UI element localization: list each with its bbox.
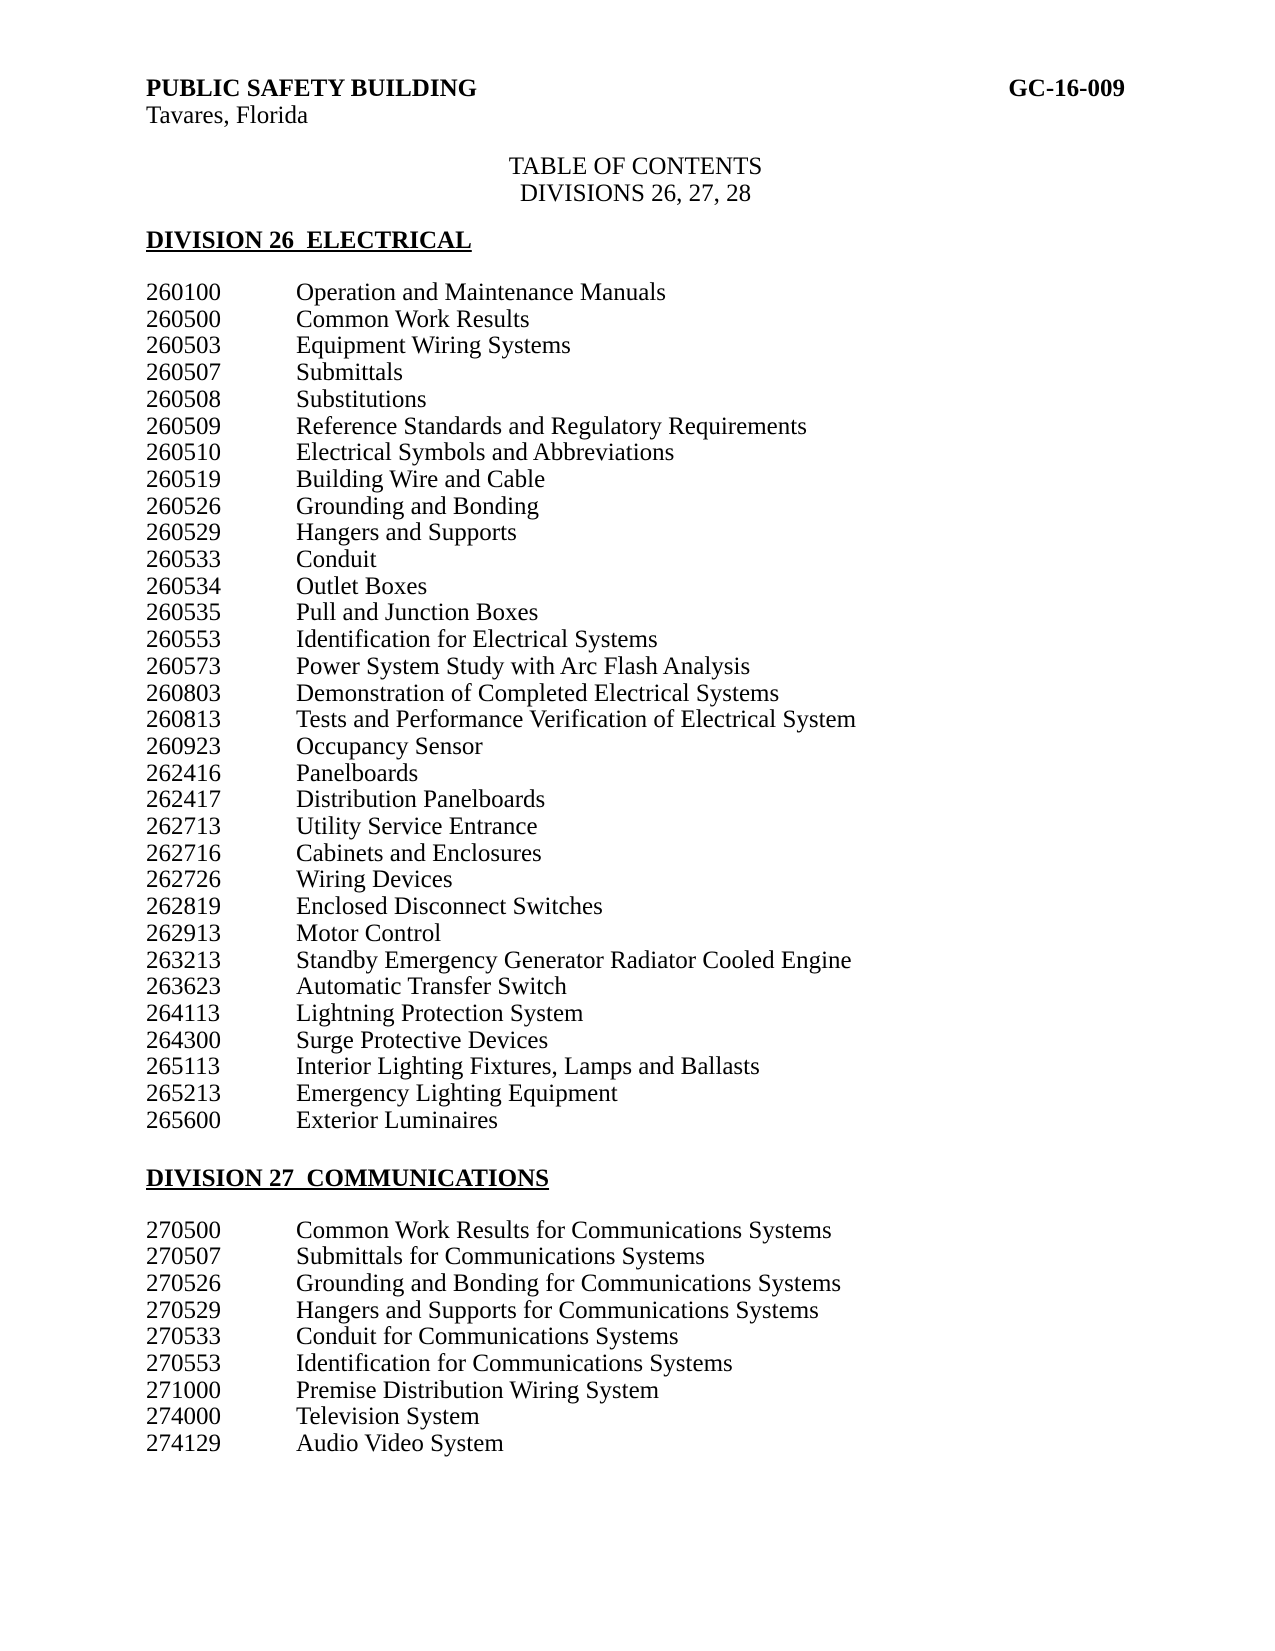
toc-entry-row (146, 761, 1125, 788)
entry-title: Wiring Devices (296, 866, 453, 894)
toc-head (146, 153, 1125, 207)
toc-entry-row (146, 1244, 1125, 1271)
entry-title: Demonstration of Completed Electrical Systems (296, 679, 780, 707)
toc-entry-row (146, 494, 1125, 521)
entry-number: 260813 (146, 706, 221, 734)
toc-divisions: DIVISIONS 26, 27, 28 (519, 180, 752, 207)
entry-number: 260509 (146, 412, 221, 440)
toc-entry-row (146, 1218, 1125, 1245)
toc-entry-row (146, 520, 1125, 547)
entry-title: Substitutions (296, 385, 427, 413)
entry-number: 262713 (146, 813, 221, 841)
entry-number: 262416 (146, 759, 221, 787)
toc-entry-row (146, 921, 1125, 948)
toc-entry-row (146, 1298, 1125, 1325)
entry-title: Grounding and Bonding (296, 492, 540, 520)
toc-entry-row (146, 787, 1125, 814)
toc-entry-row (146, 948, 1125, 975)
entry-number: 265213 (146, 1080, 221, 1108)
entry-number: 262913 (146, 919, 221, 947)
entry-title: Equipment Wiring Systems (296, 332, 571, 360)
entry-title: Hangers and Supports (296, 519, 517, 547)
entry-number: 260526 (146, 492, 221, 520)
toc-entry-row (146, 627, 1125, 654)
toc-entry-row (146, 1378, 1125, 1405)
entry-title: Premise Distribution Wiring System (296, 1376, 660, 1404)
entry-number: 274000 (146, 1403, 221, 1431)
project-location: Tavares, Florida (146, 102, 309, 129)
toc-entry-row (146, 1028, 1125, 1055)
entry-title: Outlet Boxes (296, 572, 428, 600)
entry-title: Common Work Results (296, 305, 530, 333)
entry-number: 260535 (146, 599, 221, 627)
doc-number: GC-16-009 (1008, 75, 1125, 102)
toc-entry-row (146, 307, 1125, 334)
entry-title: Enclosed Disconnect Switches (296, 893, 603, 921)
entry-number: 270529 (146, 1296, 221, 1324)
entry-title: Emergency Lighting Equipment (296, 1080, 618, 1108)
entry-title: Surge Protective Devices (296, 1026, 549, 1054)
toc-section (146, 1165, 1125, 1458)
entry-number: 260534 (146, 572, 221, 600)
entry-title: Hangers and Supports for Communications Systems (296, 1296, 819, 1324)
division-heading: DIVISION 26 ELECTRICAL (146, 227, 472, 254)
toc-entry-row (146, 440, 1125, 467)
entry-number: 260923 (146, 732, 221, 760)
entry-number: 262417 (146, 786, 221, 814)
entry-number: 264113 (146, 999, 221, 1027)
entry-title: Building Wire and Cable (296, 465, 546, 493)
toc-entry-row (146, 654, 1125, 681)
toc-entry-row (146, 894, 1125, 921)
entry-number: 260510 (146, 439, 221, 467)
entry-title: Cabinets and Enclosures (296, 839, 542, 867)
project-title: PUBLIC SAFETY BUILDING (146, 75, 478, 102)
entry-title: Reference Standards and Regulatory Requirements (296, 412, 807, 440)
entry-title: Tests and Performance Verification of Electrical System (296, 706, 857, 734)
entry-number: 260803 (146, 679, 221, 707)
entry-number: 270526 (146, 1269, 221, 1297)
toc-entry-row (146, 574, 1125, 601)
entry-number: 265113 (146, 1053, 221, 1081)
entry-title: Standby Emergency Generator Radiator Cooled Engine (296, 946, 852, 974)
page-header (146, 75, 1125, 102)
toc-entry-row (146, 814, 1125, 841)
toc-entry-row (146, 1351, 1125, 1378)
toc-entry-row (146, 681, 1125, 708)
entry-title: Submittals (296, 359, 403, 387)
entry-number: 260508 (146, 385, 221, 413)
entry-title: Conduit for Communications Systems (296, 1323, 679, 1351)
entry-number: 274129 (146, 1430, 221, 1458)
toc-entry-row (146, 1108, 1125, 1135)
toc-entry-row (146, 280, 1125, 307)
toc-entry-row (146, 547, 1125, 574)
entry-title: Operation and Maintenance Manuals (296, 279, 667, 306)
toc-title: TABLE OF CONTENTS (508, 153, 763, 180)
entry-title: Conduit (296, 546, 377, 574)
entry-number: 270500 (146, 1216, 221, 1244)
toc-sections (146, 227, 1125, 1458)
toc-entry-row (146, 414, 1125, 441)
toc-entry-row (146, 333, 1125, 360)
entry-number: 260100 (146, 279, 221, 306)
toc-entry-row (146, 1054, 1125, 1081)
entry-number: 270533 (146, 1323, 221, 1351)
entry-list (146, 280, 1125, 1135)
entry-title: Interior Lighting Fixtures, Lamps and Ballasts (296, 1053, 760, 1081)
toc-entry-row (146, 1271, 1125, 1298)
toc-entry-row (146, 707, 1125, 734)
entry-title: Pull and Junction Boxes (296, 599, 539, 627)
entry-number: 260500 (146, 305, 221, 333)
toc-entry-row (146, 600, 1125, 627)
entry-title: Electrical Symbols and Abbreviations (296, 439, 675, 467)
entry-title: Grounding and Bonding for Communications Systems (296, 1269, 842, 1297)
entry-number: 260519 (146, 465, 221, 493)
entry-number: 260533 (146, 546, 221, 574)
entry-number: 270507 (146, 1243, 221, 1271)
toc-entry-row (146, 467, 1125, 494)
toc-entry-row (146, 867, 1125, 894)
toc-entry-row (146, 734, 1125, 761)
entry-number: 260503 (146, 332, 221, 360)
entry-number: 262726 (146, 866, 221, 894)
entry-number: 260573 (146, 652, 221, 680)
entry-list (146, 1218, 1125, 1458)
toc-entry-row (146, 1404, 1125, 1431)
entry-title: Television System (296, 1403, 480, 1431)
entry-number: 260507 (146, 359, 221, 387)
entry-title: Panelboards (296, 759, 419, 787)
entry-number: 262819 (146, 893, 221, 921)
entry-number: 271000 (146, 1376, 221, 1404)
toc-entry-row (146, 974, 1125, 1001)
entry-title: Occupancy Sensor (296, 732, 483, 760)
entry-title: Automatic Transfer Switch (296, 973, 567, 1001)
entry-number: 263623 (146, 973, 221, 1001)
entry-number: 265600 (146, 1106, 221, 1134)
toc-entry-row (146, 387, 1125, 414)
toc-entry-row (146, 841, 1125, 868)
entry-title: Submittals for Communications Systems (296, 1243, 706, 1271)
toc-entry-row (146, 1431, 1125, 1458)
entry-title: Utility Service Entrance (296, 813, 538, 841)
entry-title: Motor Control (296, 919, 442, 947)
entry-title: Exterior Luminaires (296, 1106, 499, 1134)
toc-section (146, 227, 1125, 1135)
entry-title: Common Work Results for Communications Systems (296, 1216, 832, 1244)
entry-number: 264300 (146, 1026, 221, 1054)
entry-number: 263213 (146, 946, 221, 974)
entry-title: Power System Study with Arc Flash Analysis (296, 652, 751, 680)
entry-title: Distribution Panelboards (296, 786, 546, 814)
entry-number: 260529 (146, 519, 221, 547)
division-heading: DIVISION 27 COMMUNICATIONS (146, 1164, 550, 1192)
entry-number: 262716 (146, 839, 221, 867)
toc-entry-row (146, 1324, 1125, 1351)
entry-title: Identification for Electrical Systems (296, 626, 658, 654)
toc-entry-row (146, 1001, 1125, 1028)
entry-title: Audio Video System (296, 1430, 504, 1458)
entry-number: 260553 (146, 626, 221, 654)
toc-entry-row (146, 1081, 1125, 1108)
toc-entry-row (146, 360, 1125, 387)
entry-title: Identification for Communications Systems (296, 1350, 733, 1378)
entry-number: 270553 (146, 1350, 221, 1378)
entry-title: Lightning Protection System (296, 999, 584, 1027)
